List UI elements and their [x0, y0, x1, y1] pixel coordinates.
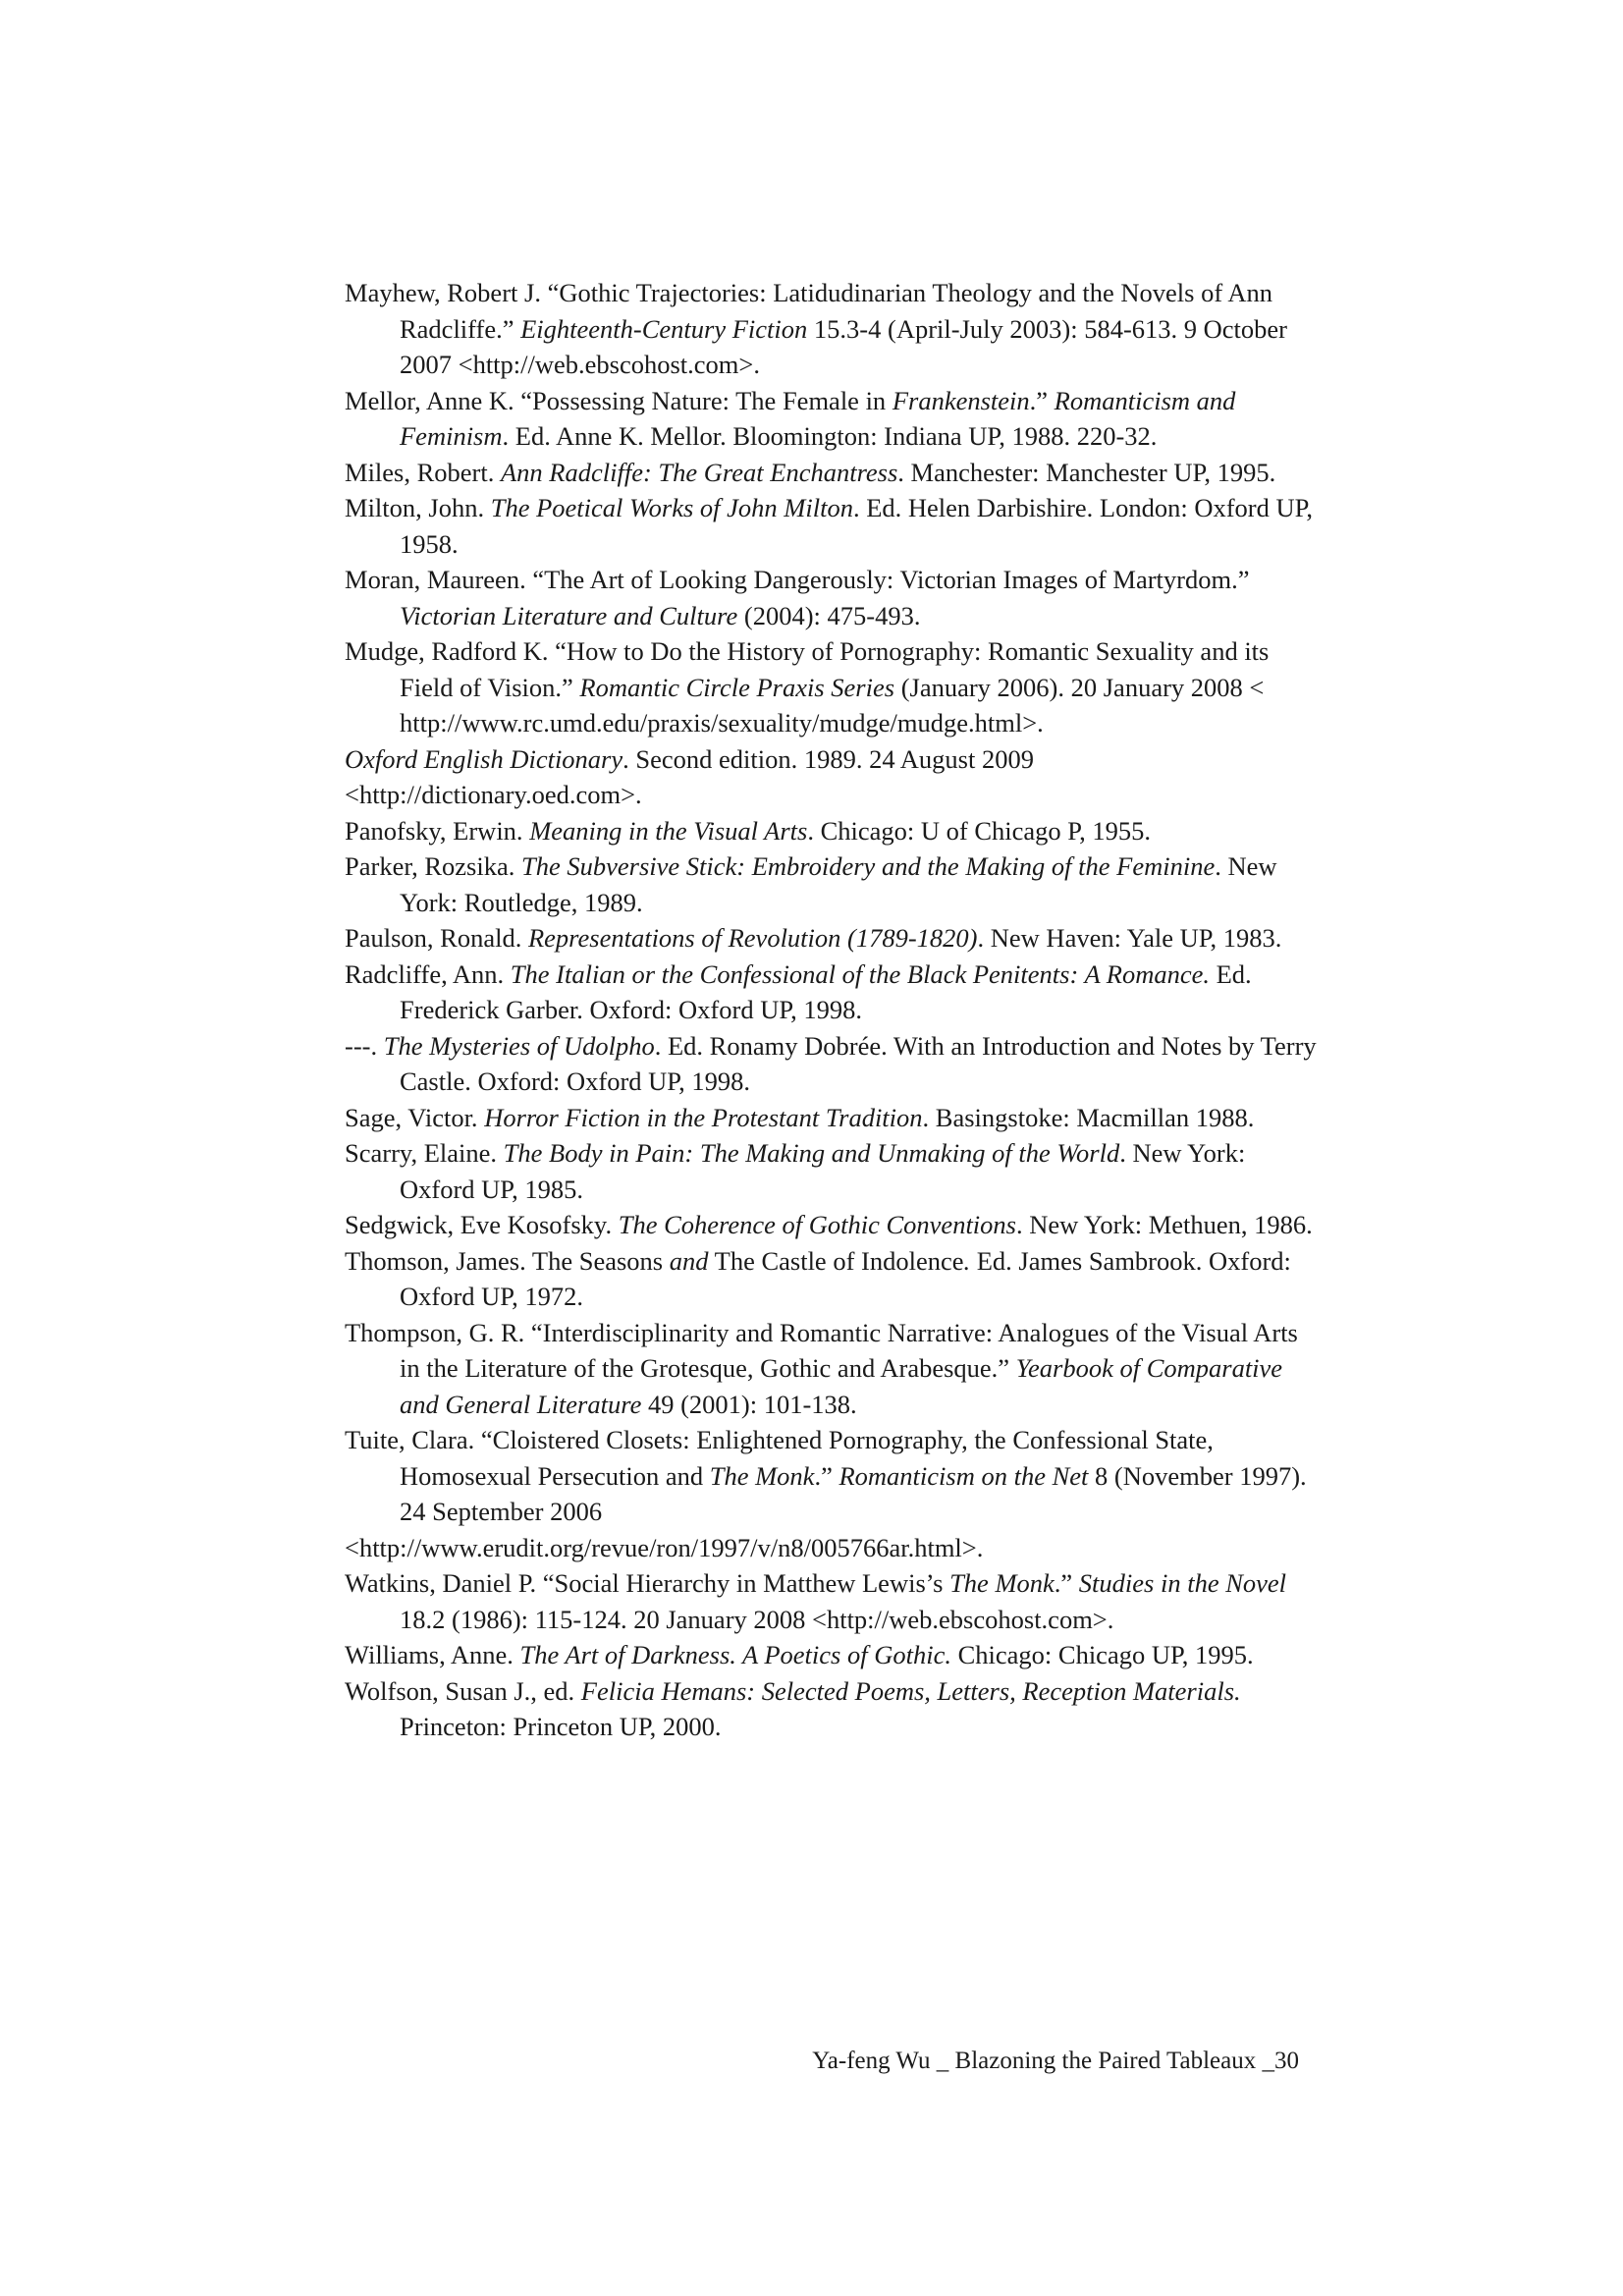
bibliography-entry: [345, 1243, 1317, 1315]
entry-text: ---.: [345, 1030, 384, 1061]
entry-text: Thomson, James. The Seasons: [345, 1245, 670, 1276]
entry-text: Radcliffe, Ann.: [345, 958, 511, 989]
bibliography-entry: [345, 1315, 1317, 1423]
entry-text: Moran, Maureen. “The Art of Looking Dangerously: Victorian Images of Martyrdom.”: [345, 565, 1250, 594]
entry-text: 49 (2001): 101-138.: [641, 1389, 857, 1419]
entry-text: Wolfson, Susan J., ed.: [345, 1675, 581, 1706]
entry-title-italic: Eighteenth-Century Fiction: [520, 313, 808, 344]
bibliography-entry: [345, 490, 1317, 562]
entry-title-italic: Representations of Revolution (1789-1820): [527, 923, 978, 953]
entry-text: Thompson, G. R. “Interdisciplinarity and Romantic Narrative: Analogues of the Visual Arts in the Literature of the Grotesque, Gothic and Arabesque.”: [345, 1317, 1298, 1383]
entry-title-italic: Studies in the Novel: [1078, 1568, 1287, 1598]
bibliography-entry: [345, 741, 1317, 813]
bibliography-entry: [345, 1207, 1317, 1243]
entry-title-italic: Felicia Hemans: Selected Poems, Letters, Reception Materials.: [580, 1675, 1241, 1706]
entry-text: Paulson, Ronald.: [345, 923, 528, 953]
entry-text: Mellor, Anne K. “Possessing Nature: The Female in: [345, 385, 893, 415]
bibliography-entry: [345, 1565, 1317, 1637]
entry-title-italic: The Body in Pain: The Making and Unmaking of the World: [503, 1138, 1120, 1168]
bibliography-entry: [345, 383, 1317, 455]
bibliography-entry: [345, 1422, 1317, 1565]
bibliography-entry: [345, 562, 1317, 633]
entry-text: . Second edition. 1989. 24 August 2009: [622, 743, 1034, 774]
entry-title-italic: The Subversive Stick: Embroidery and the Making of the Feminine: [520, 851, 1216, 881]
entry-title-italic: The Italian or the Confessional of the Black Penitents: A Romance.: [510, 958, 1210, 989]
bibliography-list: [345, 275, 1317, 1745]
entry-text: 18.2 (1986): 115-124. 20 January 2008 <http://web.ebscohost.com>.: [400, 1604, 1114, 1634]
entry-text: Parker, Rozsika.: [345, 851, 521, 881]
entry-text: .”: [1054, 1568, 1079, 1598]
entry-text: <http://www.erudit.org/revue/ron/1997/v/n8/005766ar.html>.: [345, 1532, 984, 1562]
entry-text: Ed. Frederick Garber. Oxford: Oxford UP, 1998.: [400, 958, 1252, 1024]
entry-title-italic: Horror Fiction in the Protestant Tradition: [484, 1102, 923, 1132]
entry-title-italic: The Monk: [949, 1568, 1055, 1598]
entry-text: 15.3-4 (April-July 2003): 584-613. 9 October 2007 <http://web.ebscohost.com>.: [400, 313, 1287, 379]
entry-text: (January 2006). 20 January 2008 < http://www.rc.umd.edu/praxis/sexuality/mudge/mudge.html>.: [400, 672, 1265, 738]
entry-text: Ed. James Sambrook. Oxford: Oxford UP, 1972.: [400, 1245, 1291, 1311]
entry-text: . New York: Oxford UP, 1985.: [400, 1138, 1246, 1204]
entry-title-italic: Yearbook of Comparative and General Literature: [400, 1353, 1283, 1419]
entry-text: Chicago: Chicago UP, 1995.: [950, 1640, 1254, 1669]
entry-title-italic: The Poetical Works of John Milton: [490, 493, 853, 522]
entry-text: .”: [1029, 385, 1055, 415]
entry-text: Tuite, Clara. “Cloistered Closets: Enlightened Pornography, the Confessional State, Homosexual Persecution and: [345, 1425, 1214, 1491]
entry-text: . New York: Routledge, 1989.: [400, 851, 1277, 917]
entry-title-italic: The Mysteries of Udolpho: [383, 1030, 655, 1061]
entry-title-italic: The Coherence of Gothic Conventions: [618, 1210, 1016, 1239]
entry-title-italic: Romanticism on the Net: [839, 1460, 1089, 1491]
entry-title-italic: Oxford English Dictionary: [345, 743, 623, 774]
bibliography-entry: [345, 275, 1317, 383]
entry-title-italic: Romanticism and Feminism: [400, 385, 1236, 451]
entry-text: Mudge, Radford K. “How to Do the History of Pornography: Romantic Sexuality and its Field of Vision.”: [345, 636, 1270, 702]
entry-title-italic: and: [669, 1245, 709, 1276]
entry-text: . Manchester: Manchester UP, 1995.: [897, 457, 1276, 487]
entry-title-italic: The Monk: [709, 1460, 815, 1491]
entry-text: Panofsky, Erwin.: [345, 815, 530, 846]
entry-text: 8 (November 1997). 24 September 2006: [400, 1460, 1307, 1526]
entry-text: . New Haven: Yale UP, 1983.: [977, 923, 1282, 953]
entry-title-italic: Romantic Circle Praxis Series: [579, 672, 895, 702]
bibliography-entry: [345, 1637, 1317, 1673]
entry-text: . Ed. Anne K. Mellor. Bloomington: Indiana UP, 1988. 220-32.: [502, 421, 1158, 451]
entry-text: Mayhew, Robert J. “Gothic Trajectories: Latidudinarian Theology and the Novels of Ann Radcliffe.”: [345, 278, 1272, 344]
entry-text: Williams, Anne.: [345, 1640, 520, 1669]
bibliography-entry: [345, 957, 1317, 1028]
entry-title-italic: The Art of Darkness. A Poetics of Gothic.: [519, 1640, 951, 1669]
bibliography-entry: [345, 848, 1317, 920]
bibliography-entry: [345, 1100, 1317, 1136]
entry-text: Miles, Robert.: [345, 457, 501, 487]
entry-text: . Ed. Helen Darbishire. London: Oxford UP, 1958.: [400, 493, 1314, 559]
entry-text: . Ed. Ronamy Dobrée. With an Introduction and Notes by Terry Castle. Oxford: Oxford UP, 1998.: [400, 1030, 1317, 1096]
entry-text: Watkins, Daniel P. “Social Hierarchy in Matthew Lewis’s: [345, 1568, 950, 1598]
entry-title-italic: Frankenstein: [892, 385, 1030, 415]
bibliography-entry: [345, 633, 1317, 741]
entry-text: Princeton: Princeton UP, 2000.: [400, 1712, 722, 1741]
entry-title-italic: Meaning in the Visual Arts: [529, 815, 808, 846]
entry-title-italic: Ann Radcliffe: The Great Enchantress: [501, 457, 898, 487]
page-footer: Ya-feng Wu _ Blazoning the Paired Tableaux _30: [812, 2048, 1299, 2074]
bibliography-entry: [345, 813, 1317, 849]
bibliography-entry: [345, 920, 1317, 957]
entry-title-italic: Victorian Literature and Culture: [400, 600, 738, 630]
entry-text: (2004): 475-493.: [737, 600, 921, 630]
entry-title-italic: .: [963, 1245, 971, 1276]
entry-text: .”: [814, 1460, 839, 1491]
entry-text: Sedgwick, Eve Kosofsky.: [345, 1210, 619, 1239]
bibliography-entry: [345, 1135, 1317, 1207]
entry-text: Sage, Victor.: [345, 1102, 485, 1132]
entry-text: Scarry, Elaine.: [345, 1138, 504, 1168]
bibliography-entry: [345, 1028, 1317, 1100]
entry-text: . Basingstoke: Macmillan 1988.: [922, 1102, 1255, 1132]
entry-text: . Chicago: U of Chicago P, 1955.: [807, 815, 1151, 846]
entry-text: . New York: Methuen, 1986.: [1015, 1210, 1313, 1239]
bibliography-entry: [345, 1673, 1317, 1745]
entry-text: <http://dictionary.oed.com>.: [345, 780, 642, 809]
bibliography-entry: [345, 455, 1317, 491]
entry-text: The Castle of Indolence: [708, 1245, 964, 1276]
entry-text: Milton, John.: [345, 493, 491, 522]
